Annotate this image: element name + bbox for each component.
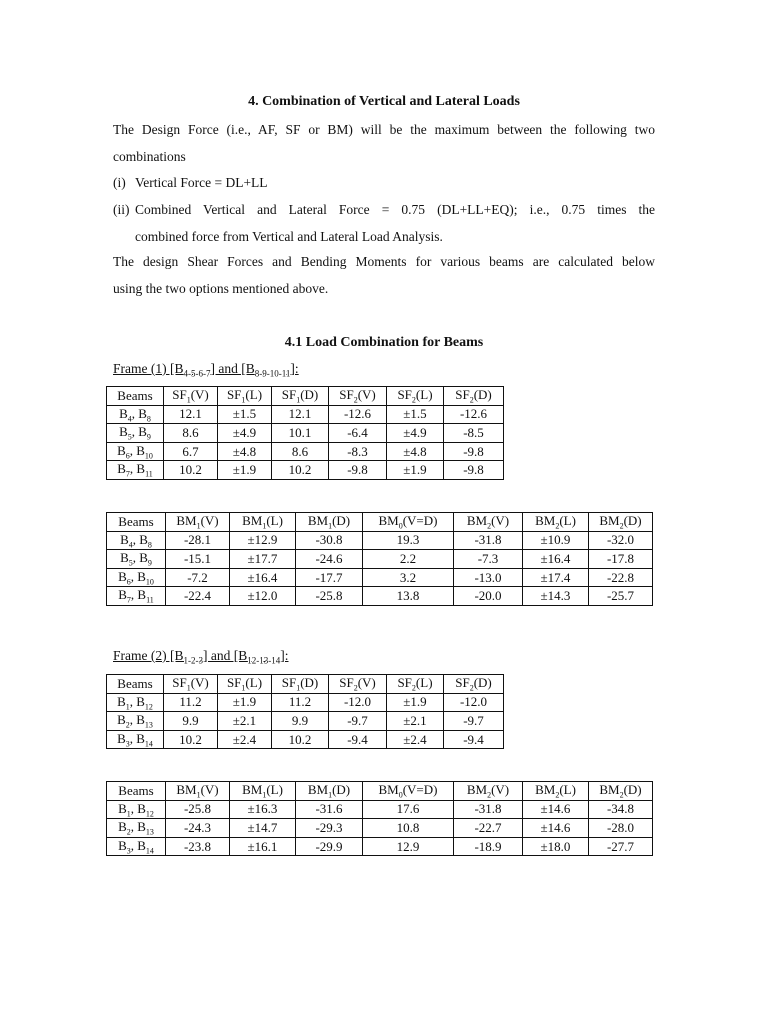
column-header: Beams xyxy=(107,782,166,801)
value-cell: ±1.5 xyxy=(218,405,272,424)
value-cell: -7.3 xyxy=(454,550,523,569)
value-cell: -22.4 xyxy=(166,587,230,606)
value-cell: -23.8 xyxy=(166,837,230,856)
table-row xyxy=(107,800,653,819)
value-cell: -29.9 xyxy=(296,837,363,856)
beam-cell: $B_3$, $B_{14}$ xyxy=(107,730,164,749)
column-header: $BM_1(L)$ xyxy=(230,513,296,532)
table-row xyxy=(107,819,653,838)
table-header-row xyxy=(107,675,504,694)
column-header: $BM_2(L)$ xyxy=(523,513,589,532)
value-cell: 12.1 xyxy=(164,405,218,424)
value-cell: ±17.4 xyxy=(523,568,589,587)
column-header: $BM_1(V)$ xyxy=(166,782,230,801)
value-cell: -9.4 xyxy=(329,730,387,749)
table-row xyxy=(107,837,653,856)
list-item-text: Vertical Force = DL+LL xyxy=(135,175,268,190)
value-cell: -28.0 xyxy=(589,819,653,838)
value-cell: -9.8 xyxy=(444,461,504,480)
value-cell: -9.8 xyxy=(444,442,504,461)
beam-cell: $B_7$, $B_{11}$ xyxy=(107,587,166,606)
column-header: $SF_1(D)$ xyxy=(272,387,329,406)
column-header: $BM_1(V)$ xyxy=(166,513,230,532)
value-cell: -9.4 xyxy=(444,730,504,749)
value-cell: 10.2 xyxy=(272,461,329,480)
list-item-number: (ii) xyxy=(113,202,130,217)
intro-line-2: combinations xyxy=(113,148,186,164)
value-cell: -18.9 xyxy=(454,837,523,856)
frame2-sf-table xyxy=(106,674,504,749)
value-cell: -9.7 xyxy=(444,712,504,731)
value-cell: 9.9 xyxy=(272,712,329,731)
value-cell: ±1.9 xyxy=(218,461,272,480)
value-cell: -20.0 xyxy=(454,587,523,606)
beam-cell: $B_4$, $B_8$ xyxy=(107,405,164,424)
column-header: $SF_2(V)$ xyxy=(329,387,387,406)
column-header: $SF_2(L)$ xyxy=(387,387,444,406)
value-cell: ±2.1 xyxy=(218,712,272,731)
value-cell: -17.8 xyxy=(589,550,653,569)
beam-cell: $B_1$, $B_{12}$ xyxy=(107,693,164,712)
value-cell: -25.7 xyxy=(589,587,653,606)
table-row xyxy=(107,461,504,480)
value-cell: -15.1 xyxy=(166,550,230,569)
para2-line-2: using the two options mentioned above. xyxy=(113,280,329,296)
column-header: $BM_2(L)$ xyxy=(523,782,589,801)
column-header: $BM_2(D)$ xyxy=(589,513,653,532)
value-cell: 10.1 xyxy=(272,424,329,443)
value-cell: ±1.9 xyxy=(387,693,444,712)
intro-paragraph xyxy=(113,117,655,170)
value-cell: -9.8 xyxy=(329,461,387,480)
table-row xyxy=(107,693,504,712)
table-row xyxy=(107,424,504,443)
value-cell: -13.0 xyxy=(454,568,523,587)
value-cell: -17.7 xyxy=(296,568,363,587)
para2-line-1: The design Shear Forces and Bending Moments for various beams are calculated below xyxy=(113,254,655,269)
column-header: $SF_2(L)$ xyxy=(387,675,444,694)
value-cell: -6.4 xyxy=(329,424,387,443)
value-cell: 10.8 xyxy=(363,819,454,838)
frame2-bm-table xyxy=(106,781,653,856)
value-cell: 6.7 xyxy=(164,442,218,461)
column-header: $SF_1(V)$ xyxy=(164,387,218,406)
frame1-label-part: ]: xyxy=(290,361,299,376)
list-item-text-continued: combined force from Vertical and Lateral Load Analysis. xyxy=(135,228,443,244)
value-cell: -31.6 xyxy=(296,800,363,819)
frame2-label-part: ] and [B xyxy=(202,648,248,663)
table-row xyxy=(107,442,504,461)
value-cell: ±1.5 xyxy=(387,405,444,424)
beam-cell: $B_2$, $B_{13}$ xyxy=(107,819,166,838)
frame1-bm-table xyxy=(106,512,653,606)
frame1-label-part: ] and [B xyxy=(210,361,255,376)
value-cell: 10.2 xyxy=(164,461,218,480)
beam-cell: $B_6$, $B_{10}$ xyxy=(107,442,164,461)
value-cell: -12.6 xyxy=(329,405,387,424)
value-cell: 10.2 xyxy=(272,730,329,749)
column-header: $BM_1(D)$ xyxy=(296,513,363,532)
value-cell: 9.9 xyxy=(164,712,218,731)
column-header: $BM_2(V)$ xyxy=(454,513,523,532)
beam-cell: $B_4$, $B_8$ xyxy=(107,531,166,550)
value-cell: ±12.0 xyxy=(230,587,296,606)
value-cell: 10.2 xyxy=(164,730,218,749)
frame1-label-part: Frame (1) [B xyxy=(113,361,184,376)
table-row xyxy=(107,587,653,606)
value-cell: -31.8 xyxy=(454,800,523,819)
frame2-label-sub: 1-2-3 xyxy=(183,655,203,666)
value-cell: -9.7 xyxy=(329,712,387,731)
value-cell: -29.3 xyxy=(296,819,363,838)
column-header: $SF_1(L)$ xyxy=(218,675,272,694)
value-cell: -31.8 xyxy=(454,531,523,550)
value-cell: ±4.8 xyxy=(387,442,444,461)
beam-cell: $B_3$, $B_{14}$ xyxy=(107,837,166,856)
value-cell: ±17.7 xyxy=(230,550,296,569)
value-cell: -24.6 xyxy=(296,550,363,569)
value-cell: ±18.0 xyxy=(523,837,589,856)
table-header-row xyxy=(107,387,504,406)
column-header: Beams xyxy=(107,675,164,694)
value-cell: 8.6 xyxy=(164,424,218,443)
value-cell: -12.6 xyxy=(444,405,504,424)
value-cell: -22.8 xyxy=(589,568,653,587)
value-cell: ±16.1 xyxy=(230,837,296,856)
table-row xyxy=(107,730,504,749)
value-cell: -25.8 xyxy=(166,800,230,819)
table-row xyxy=(107,531,653,550)
value-cell: -34.8 xyxy=(589,800,653,819)
table-row xyxy=(107,712,504,731)
frame1-label xyxy=(113,361,299,379)
value-cell: -28.1 xyxy=(166,531,230,550)
column-header: Beams xyxy=(107,513,166,532)
value-cell: 19.3 xyxy=(363,531,454,550)
value-cell: ±14.7 xyxy=(230,819,296,838)
value-cell: ±4.9 xyxy=(218,424,272,443)
column-header: $BM_2(V)$ xyxy=(454,782,523,801)
value-cell: -12.0 xyxy=(329,693,387,712)
value-cell: -30.8 xyxy=(296,531,363,550)
beam-cell: $B_6$, $B_{10}$ xyxy=(107,568,166,587)
column-header: $SF_2(D)$ xyxy=(444,387,504,406)
value-cell: 17.6 xyxy=(363,800,454,819)
value-cell: ±12.9 xyxy=(230,531,296,550)
section-title: 4. Combination of Vertical and Lateral Loads xyxy=(248,94,520,109)
value-cell: 13.8 xyxy=(363,587,454,606)
value-cell: ±14.3 xyxy=(523,587,589,606)
value-cell: 11.2 xyxy=(272,693,329,712)
paragraph-2 xyxy=(113,249,655,302)
list-item-number: (i) xyxy=(113,175,126,190)
value-cell: ±4.8 xyxy=(218,442,272,461)
value-cell: -27.7 xyxy=(589,837,653,856)
beam-cell: $B_5$, $B_9$ xyxy=(107,550,166,569)
value-cell: 3.2 xyxy=(363,568,454,587)
value-cell: 2.2 xyxy=(363,550,454,569)
value-cell: 8.6 xyxy=(272,442,329,461)
value-cell: ±2.4 xyxy=(387,730,444,749)
value-cell: ±16.3 xyxy=(230,800,296,819)
beam-cell: $B_2$, $B_{13}$ xyxy=(107,712,164,731)
frame2-label-part: ]: xyxy=(280,648,289,663)
frame2-label xyxy=(113,648,288,666)
column-header: $SF_2(V)$ xyxy=(329,675,387,694)
table-row xyxy=(107,568,653,587)
value-cell: 12.1 xyxy=(272,405,329,424)
value-cell: -32.0 xyxy=(589,531,653,550)
frame2-label-part: Frame (2) [B xyxy=(113,648,184,663)
column-header: $BM_1(L)$ xyxy=(230,782,296,801)
beam-cell: $B_1$, $B_{12}$ xyxy=(107,800,166,819)
intro-line-1: The Design Force (i.e., AF, SF or BM) will be the maximum between the following two xyxy=(113,122,655,137)
column-header: Beams xyxy=(107,387,164,406)
subsection-title: 4.1 Load Combination for Beams xyxy=(284,335,484,350)
column-header: $BM_1(D)$ xyxy=(296,782,363,801)
value-cell: -8.3 xyxy=(329,442,387,461)
beam-cell: $B_5$, $B_9$ xyxy=(107,424,164,443)
frame1-label-sub: 4-5-6-7 xyxy=(183,368,211,379)
table-row xyxy=(107,405,504,424)
column-header: $SF_2(D)$ xyxy=(444,675,504,694)
frame1-sf-table xyxy=(106,386,504,480)
value-cell: ±2.1 xyxy=(387,712,444,731)
value-cell: ±10.9 xyxy=(523,531,589,550)
value-cell: ±14.6 xyxy=(523,819,589,838)
table-row xyxy=(107,550,653,569)
value-cell: ±4.9 xyxy=(387,424,444,443)
table-header-row xyxy=(107,782,653,801)
value-cell: 11.2 xyxy=(164,693,218,712)
frame1-label-sub: 8-9-10-11 xyxy=(254,368,291,379)
value-cell: ±1.9 xyxy=(387,461,444,480)
column-header: $SF_1(D)$ xyxy=(272,675,329,694)
value-cell: ±1.9 xyxy=(218,693,272,712)
column-header: $BM_0(V=D)$ xyxy=(363,513,454,532)
value-cell: -12.0 xyxy=(444,693,504,712)
value-cell: -22.7 xyxy=(454,819,523,838)
beam-cell: $B_7$, $B_{11}$ xyxy=(107,461,164,480)
value-cell: ±16.4 xyxy=(523,550,589,569)
list-item-2 xyxy=(113,197,655,250)
value-cell: 12.9 xyxy=(363,837,454,856)
column-header: $BM_0(V=D)$ xyxy=(363,782,454,801)
value-cell: ±14.6 xyxy=(523,800,589,819)
column-header: $BM_2(D)$ xyxy=(589,782,653,801)
column-header: $SF_1(L)$ xyxy=(218,387,272,406)
frame2-label-sub: 12-13-14 xyxy=(247,655,281,666)
value-cell: ±16.4 xyxy=(230,568,296,587)
table-header-row xyxy=(107,513,653,532)
value-cell: -24.3 xyxy=(166,819,230,838)
value-cell: ±2.4 xyxy=(218,730,272,749)
list-item-text: Combined Vertical and Lateral Force = 0.75 (DL+LL+EQ); i.e., 0.75 times the xyxy=(135,202,655,217)
column-header: $SF_1(V)$ xyxy=(164,675,218,694)
value-cell: -8.5 xyxy=(444,424,504,443)
value-cell: -7.2 xyxy=(166,568,230,587)
value-cell: -25.8 xyxy=(296,587,363,606)
